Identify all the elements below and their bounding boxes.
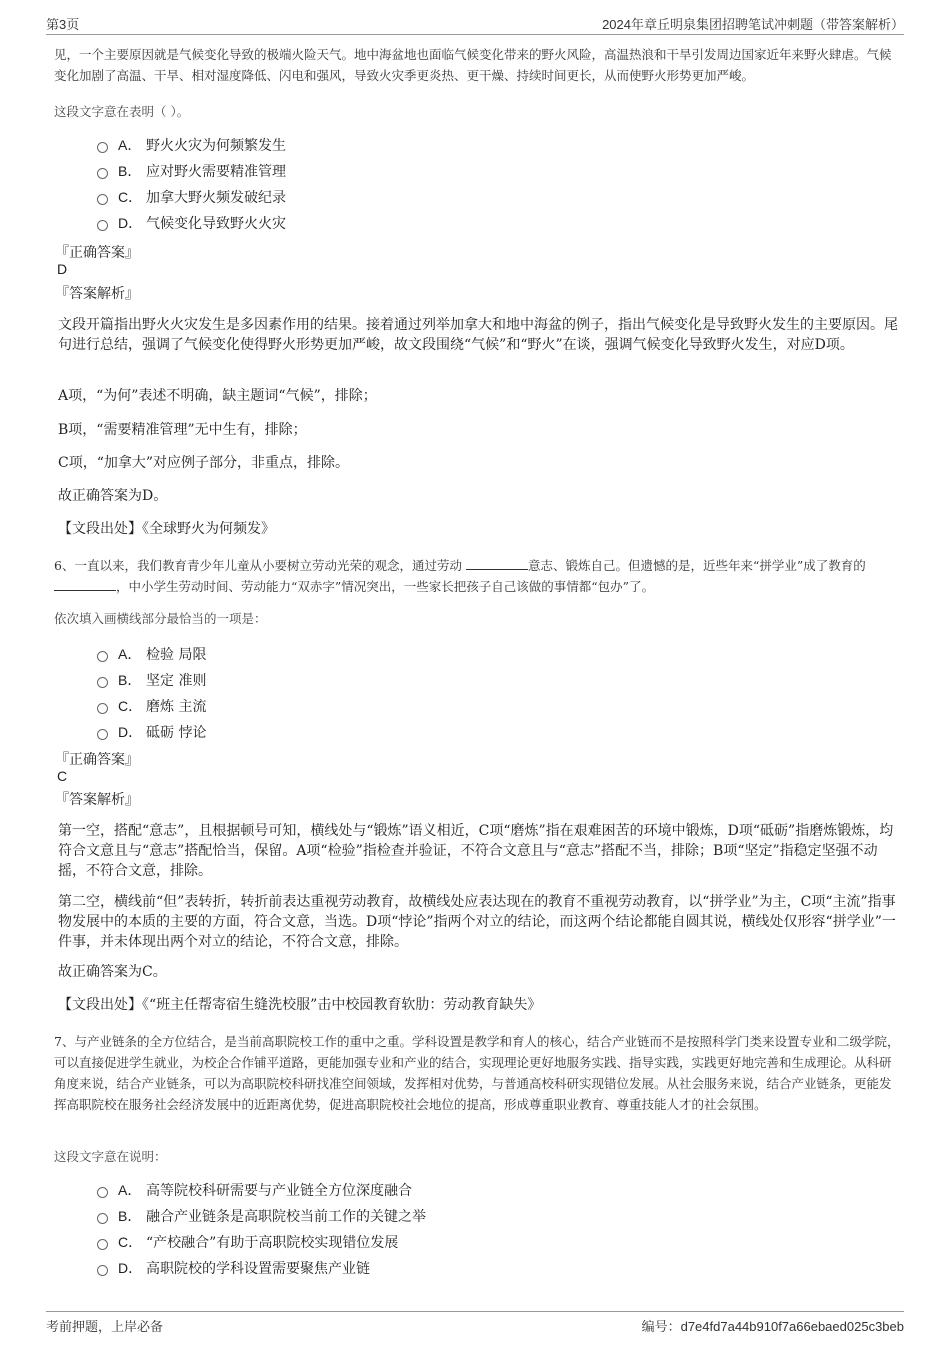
document-id: 编号：d7e4fd7a44b910f7a66ebaed025c3beb (641, 1319, 904, 1334)
q7-options (97, 1177, 426, 1281)
q6-analysis-second: 第二空，横线前“但”表转折，转折前表达重视劳动教育，故横线处应表达现在的教育不重视劳动教育，以“拼学业”为主，C项“主流”指事物发展中的本质的主要的方面，符合文意，当选。D项“悖论”指两个对立的结论，而这两个结论都能自圆其说，横线处仅形容“拼学业”一件事，并未体现出两个对立的结论，不符合文意，排除。 (58, 894, 896, 950)
q5-conclusion: 故正确答案为D。 (58, 488, 168, 504)
q7-passage: 7、与产业链条的全方位结合，是当前高职院校工作的重中之重。学科设置是教学和育人的核心，结合产业链而不是按照科学门类来设置专业和二级学院，可以直接促进学生就业，为校企合作铺平道路，更能加强专业和产业的结合，实现理论更好地服务实践、指导实践，实践更好地完善和生成理论。从科研角度来说，结合产业链条，可以为高职院校科研找准空间领域，发挥相对优势，与普通高校科研实现错位发展。从社会服务来说，结合产业链条，更能发挥高职院校在服务社会经济发展中的近距离优势，促进高职院校社会地位的提高，形成尊重职业教育、尊重技能人才的社会氛围。 (54, 1034, 900, 1112)
page-number: 第3页 (46, 17, 80, 32)
q5-options (97, 132, 286, 236)
radio-icon[interactable] (97, 142, 108, 153)
q6-option-b[interactable]: B． 坚定 准则 (97, 667, 206, 693)
radio-icon[interactable] (97, 729, 108, 740)
q5-analysis-a: A项，“为何”表述不明确，缺主题词“气候”，排除； (58, 388, 377, 404)
q5-option-d[interactable]: D． 气候变化导致野火火灾 (97, 210, 286, 236)
q6-option-c[interactable]: C． 磨炼 主流 (97, 693, 206, 719)
radio-icon[interactable] (97, 168, 108, 179)
q5-option-a[interactable]: A． 野火火灾为何频繁发生 (97, 132, 286, 158)
q6-passage: 6、一直以来，我们教育青少年儿童从小要树立劳动光荣的观念，通过劳动 意志、锻炼自己。但遗憾的是，近些年来“拼学业”成了教育的 ，中小学生劳动时间、劳动能力“双赤字”情况突出，一些家长把孩子自己该做的事情都“包办”了。 (54, 558, 866, 594)
page-header (46, 12, 904, 35)
q6-source: 【文段出处】《“班主任帮寄宿生缝洗校服”击中校园教育软肋：劳动教育缺失》 (58, 997, 542, 1013)
q5-analysis-b: B项，“需要精准管理”无中生有，排除； (58, 422, 307, 438)
q7-option-b[interactable]: B． 融合产业链条是高职院校当前工作的关键之举 (97, 1203, 426, 1229)
q6-answer-label: 『正确答案』 (55, 752, 139, 768)
q6-answer: C (57, 768, 68, 784)
q5-analysis-c: C项，“加拿大”对应例子部分，非重点，排除。 (58, 455, 350, 471)
radio-icon[interactable] (97, 1239, 108, 1250)
q5-option-b[interactable]: B． 应对野火需要精准管理 (97, 158, 286, 184)
radio-icon[interactable] (97, 194, 108, 205)
q5-analysis-label: 『答案解析』 (55, 286, 139, 302)
radio-icon[interactable] (97, 1265, 108, 1276)
q6-analysis-label: 『答案解析』 (55, 792, 139, 808)
q6-option-a[interactable]: A． 检验 局限 (97, 641, 206, 667)
radio-icon[interactable] (97, 703, 108, 714)
radio-icon[interactable] (97, 1213, 108, 1224)
blank-1[interactable] (466, 557, 528, 570)
page-footer (46, 1311, 904, 1336)
q5-answer: D (57, 261, 68, 277)
radio-icon[interactable] (97, 651, 108, 662)
q6-analysis-first: 第一空，搭配“意志”，且根据顿号可知，横线处与“锻炼”语义相近，C项“磨炼”指在艰难困苦的环境中锻炼，D项“砥砺”指磨炼锻炼，均符合文意且与“意志”搭配恰当，保留。A项“检验”指检查并验证，不符合文意且与“意志”搭配不当，排除；B项“坚定”指稳定坚强不动摇，不符合文意，排除。 (58, 823, 894, 879)
radio-icon[interactable] (97, 677, 108, 688)
q5-option-c[interactable]: C． 加拿大野火频发破纪录 (97, 184, 286, 210)
q7-option-c[interactable]: C． “产校融合”有助于高职院校实现错位发展 (97, 1229, 426, 1255)
q7-option-d[interactable]: D． 高职院校的学科设置需要聚焦产业链 (97, 1255, 426, 1281)
radio-icon[interactable] (97, 1187, 108, 1198)
footer-slogan: 考前押题，上岸必备 (46, 1319, 164, 1334)
q5-prompt: 这段文字意在表明（ ）。 (54, 104, 190, 119)
q5-analysis-para: 文段开篇指出野火火灾发生是多因素作用的结果。接着通过列举加拿大和地中海盆的例子，指出气候变化是导致野火发生的主要原因。尾句进行总结，强调了气候变化使得野火形势更加严峻，故文段围绕“气候”和“野火”在谈，强调气候变化导致野火发生，对应D项。 (58, 317, 898, 353)
q7-option-a[interactable]: A． 高等院校科研需要与产业链全方位深度融合 (97, 1177, 426, 1203)
blank-2[interactable] (54, 578, 116, 591)
document-title: 2024年章丘明泉集团招聘笔试冲刺题（带答案解析） (602, 17, 904, 32)
q6-conclusion: 故正确答案为C。 (58, 964, 167, 980)
q5-answer-label: 『正确答案』 (55, 245, 139, 261)
q5-source: 【文段出处】《全球野火为何频发》 (58, 521, 275, 537)
q6-prompt: 依次填入画横线部分最恰当的一项是： (54, 611, 267, 626)
q6-options (97, 641, 206, 745)
q5-passage: 见，一个主要原因就是气候变化导致的极端火险天气。地中海盆地也面临气候变化带来的野火风险，高温热浪和干旱引发周边国家近年来野火肆虐。气候变化加剧了高温、干旱、相对湿度降低、闪电和强风，导致火灾季更炎热、更干燥、持续时间更长，从而使野火形势更加严峻。 (54, 47, 892, 83)
q6-option-d[interactable]: D． 砥砺 悖论 (97, 719, 206, 745)
radio-icon[interactable] (97, 220, 108, 231)
q7-prompt: 这段文字意在说明： (54, 1149, 167, 1164)
